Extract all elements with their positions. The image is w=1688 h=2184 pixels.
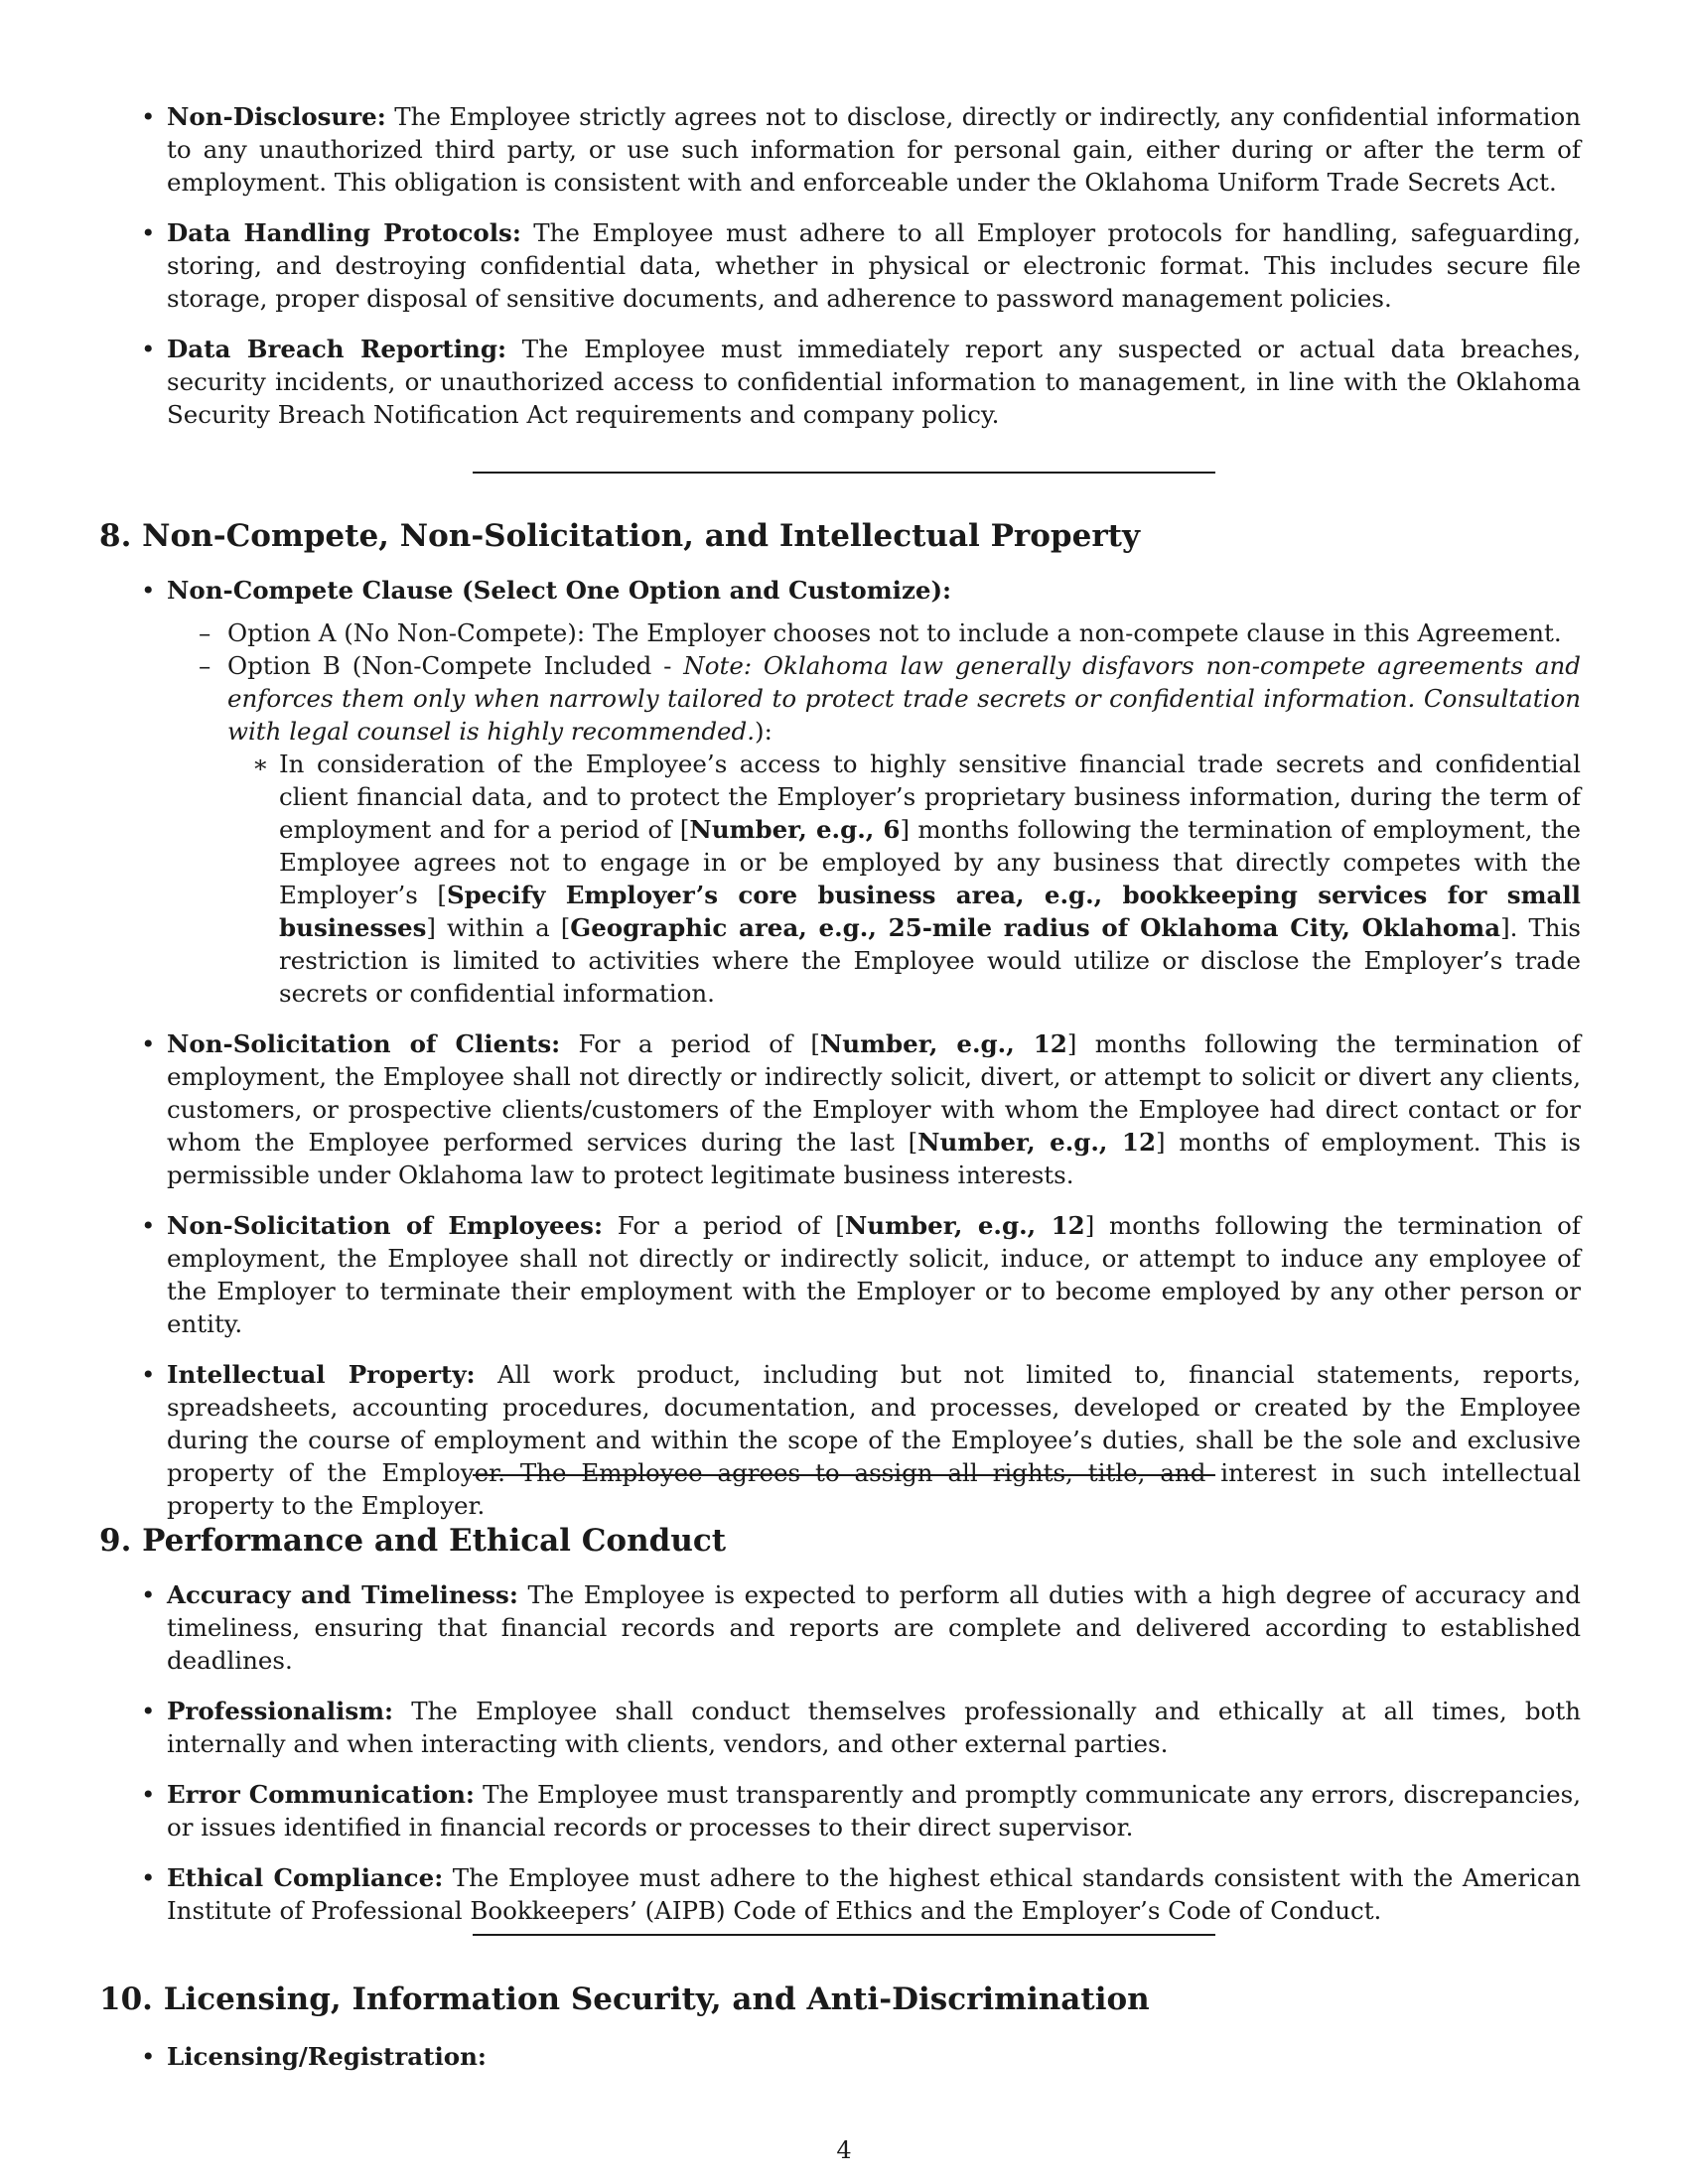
section-number: 8. (99, 518, 132, 554)
noncompete-clause (279, 748, 1581, 1010)
list-item (167, 1861, 1581, 1927)
item-placeholder: Number, e.g., 12 (917, 1128, 1157, 1157)
option-b (227, 649, 1581, 1010)
section-number: 9. (99, 1523, 132, 1559)
item-placeholder: Number, e.g., 12 (819, 1029, 1067, 1058)
item-text: For a period of [ (603, 1211, 845, 1240)
option-b-suffix: ): (755, 717, 773, 746)
item-text: The Employee must transparently and promptly communicate any errors, discrepancies, or issues identified in financial records or processes to their direct supervisor. (167, 1780, 1581, 1842)
section-10-heading (99, 1979, 1150, 2019)
section-divider (473, 472, 1215, 474)
list-item (167, 1778, 1581, 1843)
section-8-heading (99, 516, 1140, 556)
item-label: Intellectual Property: (167, 1360, 476, 1389)
page-number: 4 (836, 2136, 852, 2164)
list-item-clients (167, 1027, 1581, 1191)
clause-text: ] within a [ (426, 913, 571, 942)
list-item (167, 1578, 1581, 1677)
item-text: The Employee must adhere to all Employer protocols for handling, safeguarding, storing, and destroying confidential data, whether in physical or electronic format. This includes secure file storage, proper disposal of sensitive documents, and adherence to password management policies. (167, 218, 1581, 313)
item-text: The Employee shall conduct themselves professionally and ethically at all times, both internally and when interacting with clients, vendors, and other external parties. (167, 1697, 1581, 1758)
clause-placeholder: Specify Employer’s core business area, e.g., bookkeeping services for small businesses (279, 881, 1581, 942)
item-text: All work product, including but not limited to, financial statements, reports, spreadsheets, accounting procedures, documentation, and processes, developed or created by the Employee during the course of employment and within the scope of the Employee’s duties, shall be the sole and exclusive property of the Employer. The Employee agrees to assign all rights, title, and interest in such intellectual property to the Employer. (167, 1360, 1581, 1520)
section-9-heading (99, 1521, 726, 1561)
section-title: Performance and Ethical Conduct (142, 1523, 727, 1559)
list-item-ip (167, 1358, 1581, 1522)
clause-text: In consideration of the Employee’s access to highly sensitive financial trade secrets and confidential client financial data, and to protect the Employer’s proprietary business information, during the term of employment and for a period of [ (279, 750, 1581, 844)
item-label: Non-Solicitation of Employees: (167, 1211, 603, 1240)
list-item-noncompete (167, 574, 1581, 1010)
item-label: Professionalism: (167, 1697, 394, 1725)
item-label: Ethical Compliance: (167, 1863, 444, 1892)
section-title: Non-Compete, Non-Solicitation, and Intellectual Property (142, 518, 1140, 554)
item-text: The Employee must adhere to the highest ethical standards consistent with the American Institute of Professional Bookkeepers’ (AIPB) Code of Ethics and the Employer’s Code of Conduct. (167, 1863, 1581, 1925)
item-label: Accuracy and Timeliness: (167, 1580, 518, 1609)
list-item (167, 1695, 1581, 1760)
list-item (167, 333, 1581, 431)
item-label: Non-Solicitation of Clients: (167, 1029, 561, 1058)
clause-text: ]. This restriction is limited to activities where the Employee would utilize or disclose the Employer’s trade secrets or confidential information. (279, 913, 1581, 1008)
section-divider (473, 1934, 1215, 1936)
item-text: ] months of employment. This is permissible under Oklahoma law to protect legitimate business interests. (167, 1128, 1582, 1189)
item-text: ] months following the termination of employment, the Employee shall not directly or indirectly solicit, induce, or attempt to induce any employee of the Employer to terminate their employment with the Employer or to become employed by any other person or entity. (167, 1211, 1581, 1338)
item-label: Data Handling Protocols: (167, 218, 521, 247)
section-7-list (167, 100, 1581, 449)
list-item (167, 100, 1581, 199)
section-10-list (167, 2040, 1581, 2091)
list-item-employees (167, 1209, 1581, 1340)
section-divider (473, 1474, 1215, 1476)
noncompete-options (167, 616, 1581, 1010)
item-text: ] months following the termination of employment, the Employee shall not directly or indirectly solicit, divert, or attempt to solicit or divert any clients, customers, or prospective clients/customers of the Employer with whom the Employee had direct contact or for whom the Employee performed services during the last [ (167, 1029, 1581, 1157)
item-label: Error Communication: (167, 1780, 475, 1809)
item-label: Non-Disclosure: (167, 102, 386, 131)
item-text: The Employee must immediately report any suspected or actual data breaches, security incidents, or unauthorized access to confidential information to management, in line with the Oklahoma Security Breach Notification Act requirements and company policy. (167, 335, 1581, 429)
list-item (167, 216, 1581, 315)
option-b-note: Note: Oklahoma law generally disfavors non-compete agreements and enforces them only when narrowly tailored to protect trade secrets or confidential information. Consultation with legal counsel is highly recommended. (227, 651, 1581, 746)
item-text: For a period of [ (560, 1029, 820, 1058)
clause-text: ] months following the termination of employment, the Employee agrees not to engage in or be employed by any business that directly competes with the Employer’s [ (279, 815, 1582, 909)
clause-placeholder: Geographic area, e.g., 25-mile radius of Oklahoma City, Oklahoma (570, 913, 1501, 942)
clause-placeholder: Number, e.g., 6 (689, 815, 901, 844)
clause-list (227, 748, 1581, 1010)
section-9-list (167, 1578, 1581, 1945)
item-label: Licensing/Registration: (167, 2042, 487, 2071)
item-label: Non-Compete Clause (Select One Option and Customize): (167, 576, 952, 605)
option-b-prefix: Option B (Non-Compete Included - (227, 651, 684, 680)
option-a-text: Option A (No Non-Compete): The Employer chooses not to include a non-compete clause in this Agreement. (227, 618, 1562, 647)
item-text: The Employee is expected to perform all duties with a high degree of accuracy and timeliness, ensuring that financial records and reports are complete and delivered according to established deadlines. (167, 1580, 1581, 1675)
section-title: Licensing, Information Security, and Anti-Discrimination (163, 1981, 1150, 2017)
list-item (167, 2040, 1581, 2073)
item-text: The Employee strictly agrees not to disclose, directly or indirectly, any confidential information to any unauthorized third party, or use such information for personal gain, either during or after the term of employment. This obligation is consistent with and enforceable under the Oklahoma Uniform Trade Secrets Act. (167, 102, 1581, 197)
section-8-list (167, 574, 1581, 1540)
section-number: 10. (99, 1981, 153, 2017)
item-placeholder: Number, e.g., 12 (844, 1211, 1085, 1240)
option-a (227, 616, 1581, 649)
item-label: Data Breach Reporting: (167, 335, 507, 363)
